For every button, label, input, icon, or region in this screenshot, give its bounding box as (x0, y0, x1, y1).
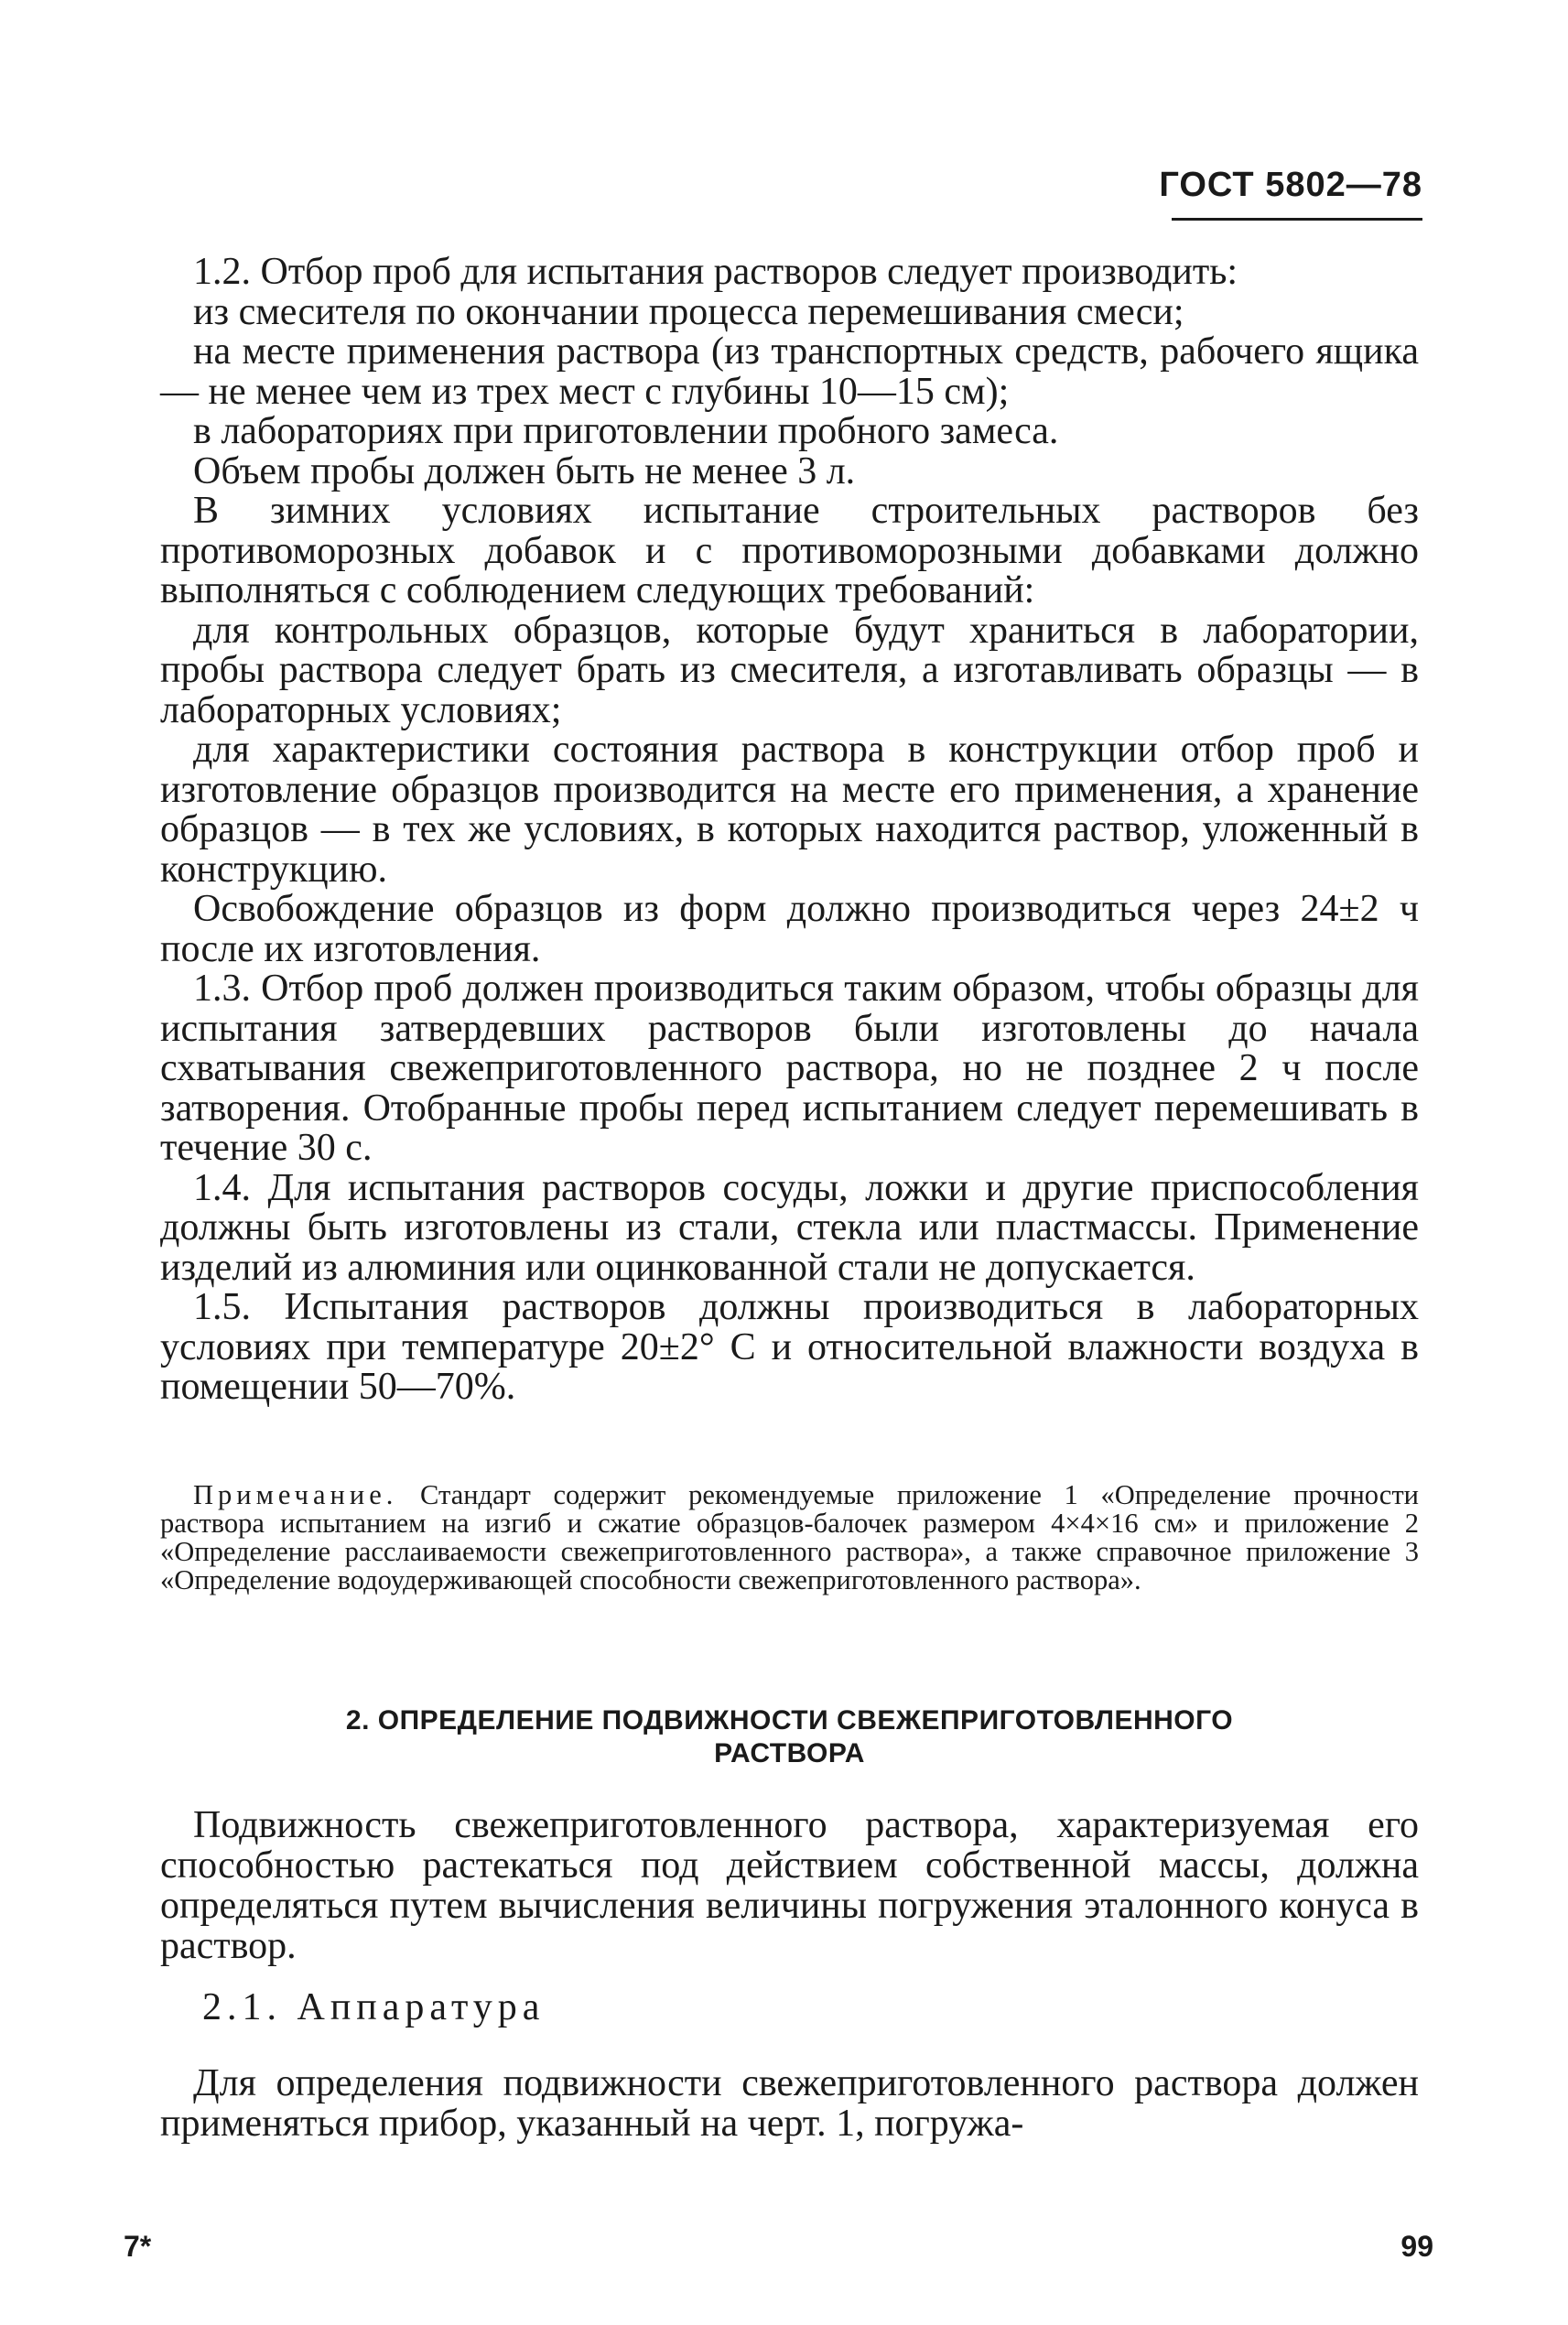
paragraph: В зимних условиях испытание строительных растворов без противоморозных добавок и с противоморозными добавками должно выполняться с соблюдением следующих требований: (160, 490, 1419, 611)
note-text: Стандарт содержит рекомендуемые приложение 1 «Определение прочности раствора испытанием на изгиб и сжатие образцов-балочек размером 4×4×16 см» и приложение 2 «Определение расслаиваемости свежеприготовленного раствора», а также справочное приложение 3 «Определение водоудерживающей способности свежеприготовленного раствора». (160, 1479, 1419, 1595)
paragraph: 1.5. Испытания растворов должны производиться в лабораторных условиях при температуре 20±2° С и относительной влажности воздуха в помещении 50—70%. (160, 1286, 1419, 1408)
signature-mark: 7* (124, 2230, 152, 2263)
header-rule (1172, 218, 1422, 221)
paragraph: 1.4. Для испытания растворов сосуды, ложки и другие приспособления должны быть изготовлены из стали, стекла или пластмассы. Применение изделий из алюминия или оцинкованной стали не допускается. (160, 1166, 1419, 1289)
section-1-body (160, 253, 1419, 1408)
page-number: 99 (1400, 2230, 1433, 2263)
section-2-heading-line-1: 2. ОПРЕДЕЛЕНИЕ ПОДВИЖНОСТИ СВЕЖЕПРИГОТОВЛЕННОГО (345, 1705, 1234, 1736)
paragraph: из смесителя по окончании процесса перемешивания смеси; (193, 290, 1184, 333)
section-2-intro (160, 1805, 1419, 1966)
standard-title: ГОСТ 5802—78 (1159, 166, 1422, 204)
section-2-heading-line-2: РАСТВОРА (714, 1738, 865, 1768)
paragraph: для характеристики состояния раствора в конструкции отбор проб и изготовление образцов производится на месте его применения, а хранение образцов — в тех же условиях, в которых находится раствор, уложенный в конструкцию. (160, 729, 1419, 891)
section-2-heading (160, 1704, 1419, 1770)
note (160, 1481, 1419, 1595)
note-paragraph (160, 1481, 1419, 1595)
paragraph: Подвижность свежеприготовленного раствора, характеризуемая его способностью растекаться под действием собственной массы, должна определяться путем вычисления величины погружения эталонного конуса в раствор. (160, 1804, 1419, 1967)
paragraph: Для определения подвижности свежеприготовленного раствора должен применяться прибор, указанный на черт. 1, погружа- (160, 2062, 1419, 2145)
paragraph: для контрольных образцов, которые будут храниться в лаборатории, пробы раствора следует брать из смесителя, а изготавливать образцы — в лабораторных условиях; (160, 609, 1419, 731)
paragraph: 1.2. Отбор проб для испытания растворов следует производить: (193, 251, 1238, 293)
subsection-body (160, 2063, 1419, 2144)
paragraph: 1.3. Отбор проб должен производиться таким образом, чтобы образцы для испытания затвердевших растворов были изготовлены до начала схватывания свежеприготовленного раствора, но не позднее 2 ч после затворения. Отобранные пробы перед испытанием следует перемешивать в течение 30 с. (160, 968, 1419, 1169)
subsection-heading: 2.1. Аппаратура (202, 1986, 546, 2028)
paragraph: на месте применения раствора (из транспортных средств, рабочего ящика — не менее чем из трех мест с глубины 10—15 см); (160, 330, 1419, 413)
paragraph: Объем пробы должен быть не менее 3 л. (193, 449, 856, 492)
paragraph: Освобождение образцов из форм должно производиться через 24±2 ч после их изготовления. (160, 888, 1419, 970)
paragraph: в лабораториях при приготовлении пробного замеса. (193, 410, 1059, 452)
page-header (1056, 163, 1422, 207)
note-label: Примечание. (193, 1479, 398, 1510)
